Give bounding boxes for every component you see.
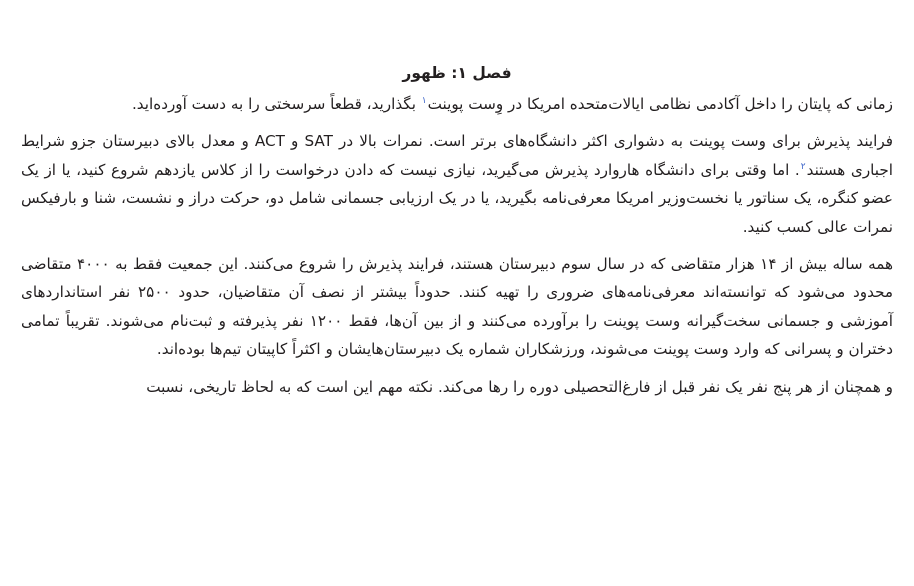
paragraph-1-text-end: بگذارید، قطعاً سرسختی را به دست آورده‌اید. (131, 95, 421, 113)
paragraph-2 (21, 127, 893, 241)
paragraph-4: و همچنان از هر پنج نفر یک نفر قبل از فارغ‌التحصیلی دوره را رها می‌کند. نکته مهم این است که به لحاظ تاریخی، نسبت (146, 377, 893, 396)
paragraph-1-text-start: زمانی که پایتان را داخل آکادمی نظامی ایالات‌متحده امریکا در وِست پوینت (427, 95, 893, 113)
chapter-title: فصل ۱: ظهور (402, 64, 512, 82)
paragraph-1 (21, 90, 893, 118)
paragraph-2-text-start: فرایند پذیرش برای وست پوینت به دشواری اکثر دانشگاه‌های برتر است. نمرات بالا در SAT و ACT و معدل بالای دبیرستان جزو شرایط اجباری هستند (21, 132, 893, 179)
footnote-marker-2[interactable]: ۲ (800, 161, 806, 172)
footnote-marker-1[interactable]: ۱ (421, 95, 427, 106)
paragraph-3: همه ساله بیش از ۱۴ هزار متقاضی که در سال سوم دبیرستان هستند، فرایند پذیرش را شروع می‌کنند. این جمعیت فقط به ۴۰۰۰ متقاضی محدود می‌شود که توانسته‌اند معرفی‌نامه‌های ضروری را تهیه کنند. حدوداً بیشتر از نصف آن متقاضیان، حدود ۲۵۰۰ نفر استانداردهای آموزشی و جسمانی سخت‌گیرانه وست پوینت را برآورده می‌کنند و از بین آن‌ها، فقط ۱۲۰۰ نفر پذیرفته و ثبت‌نام می‌شوند. تقریباً تمامی دختران و پسرانی که وارد وست پوینت می‌شوند، ورزشکاران شماره یک دبیرستان‌هایشان و اکثراً کاپیتان تیم‌ها بوده‌اند. (21, 255, 894, 359)
paragraph-2-text-end: . اما وقتی برای دانشگاه هاروارد پذیرش می‌گیرید، نیازی نیست که دادن درخواست را از کلاس یازدهم شروع کنید، یا از یک عضو کنگره، یک سناتور یا نخست‌وزیر امریکا معرفی‌نامه بگیرید، یا در یک ارزیابی جسمانی شامل دو، حرکت دراز و نشست، شنا و بارفیکس نمرات عالی کسب کنید. (21, 160, 893, 236)
